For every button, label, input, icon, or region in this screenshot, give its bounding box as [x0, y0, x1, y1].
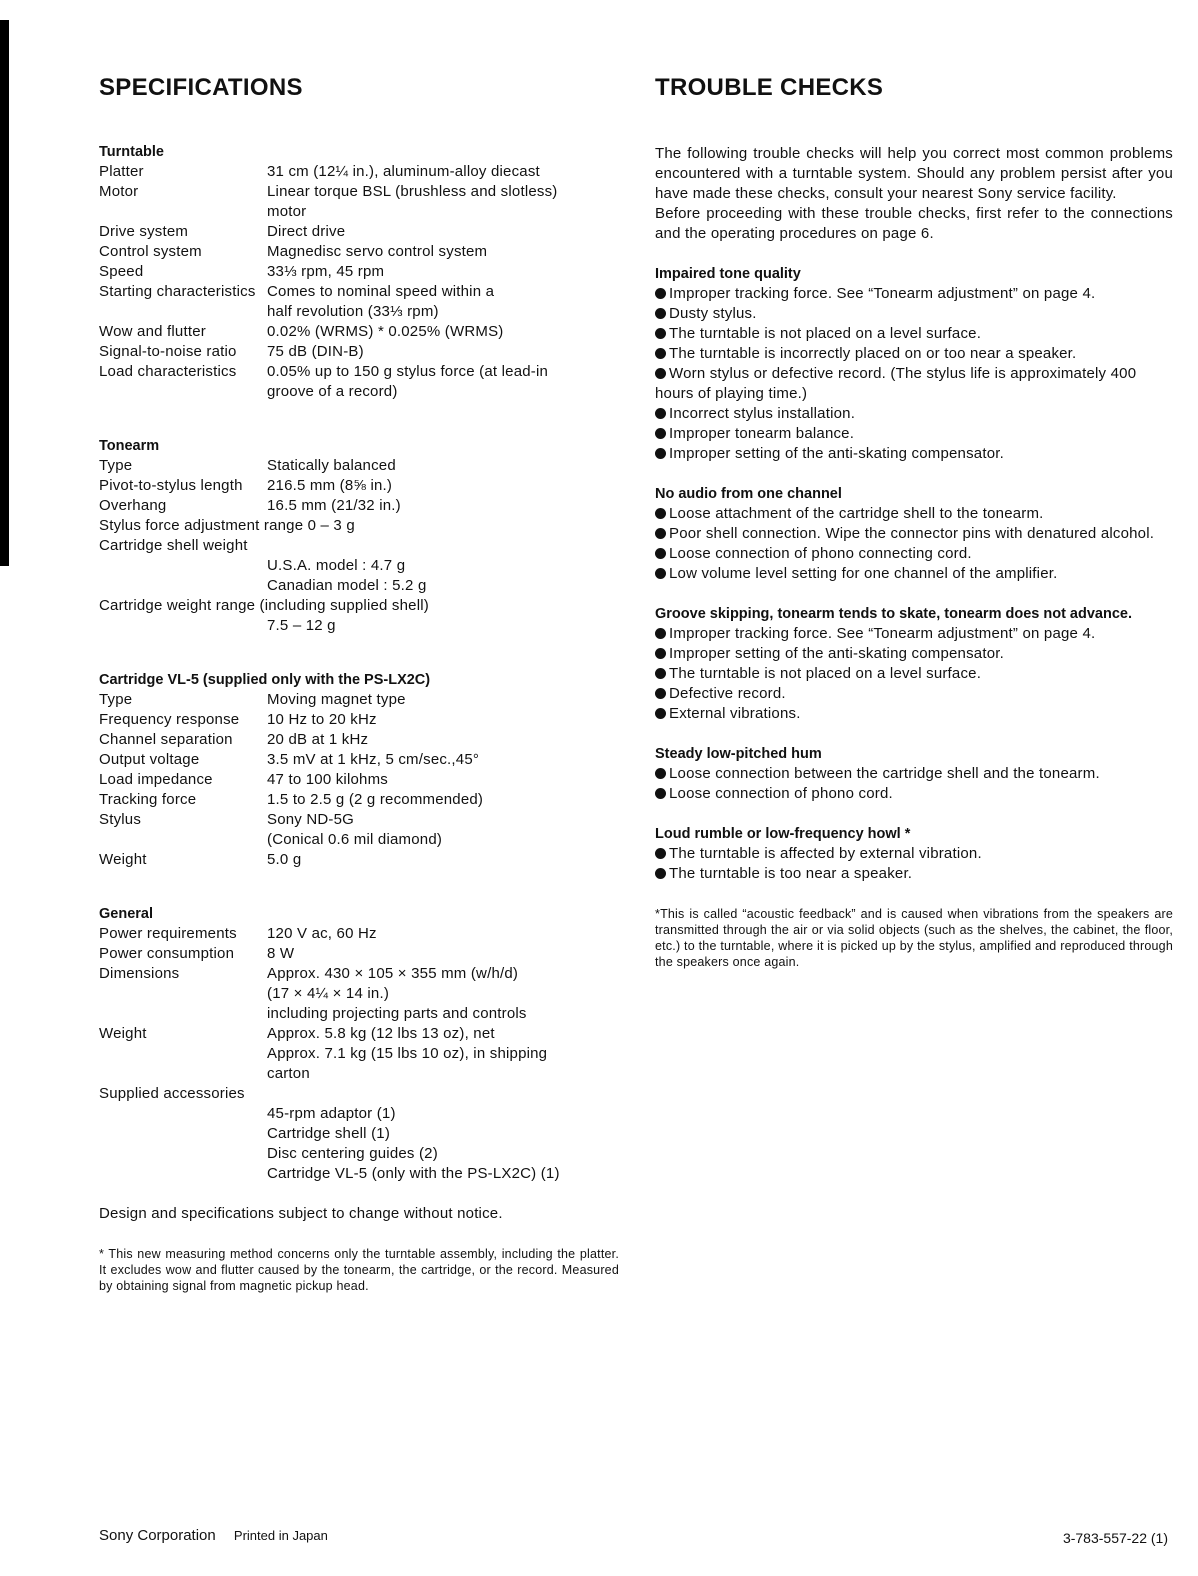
spec-label: Speed [99, 263, 144, 280]
spec-label: Frequency response [99, 711, 240, 728]
specifications-heading: SPECIFICATIONS [99, 74, 303, 101]
trouble-item [655, 644, 1173, 664]
trouble-item-text: Loose connection between the cartridge shell and the tonearm. [669, 765, 1100, 782]
general-rows [99, 924, 619, 1084]
trouble-item-text: Dusty stylus. [669, 305, 757, 322]
spec-row [99, 944, 619, 964]
spec-value [267, 690, 619, 710]
bullet-icon [655, 788, 666, 799]
spec-row [99, 964, 619, 1024]
accessory-item: Cartridge VL-5 (only with the PS-LX2C) (1) [267, 1165, 560, 1182]
trouble-item-text: Incorrect stylus installation. [669, 405, 856, 422]
spec-value-line: Approx. 430 × 105 × 355 mm (w/h/d) [267, 965, 519, 982]
spec-value-line: 5.0 g [267, 851, 302, 868]
spec-value [267, 770, 619, 790]
bullet-icon [655, 768, 666, 779]
spec-row [99, 242, 619, 262]
spec-value-line: half revolution (33⅓ rpm) [267, 303, 439, 320]
trouble-item-text: The turntable is too near a speaker. [669, 865, 913, 882]
spec-label: Stylus [99, 811, 142, 828]
spec-value [267, 1024, 619, 1084]
trouble-section [655, 824, 1173, 884]
spec-value-line: 10 Hz to 20 kHz [267, 711, 377, 728]
trouble-section-title: Steady low-pitched hum [655, 746, 822, 762]
spec-value-line: 20 dB at 1 kHz [267, 731, 369, 748]
shell-weight-label: Cartridge shell weight [99, 537, 248, 554]
spec-value-line: groove of a record) [267, 383, 398, 400]
spec-value-line: 3.5 mV at 1 kHz, 5 cm/sec.,45° [267, 751, 480, 768]
spec-value-line: 31 cm (12¼ in.), aluminum-alloy diecast [267, 163, 540, 180]
trouble-item [655, 784, 1173, 804]
accessory-item: 45-rpm adaptor (1) [267, 1105, 396, 1122]
trouble-item-text: Loose connection of phono cord. [669, 785, 893, 802]
trouble-item [655, 344, 1173, 364]
trouble-item-text: Improper tracking force. See “Tonearm adjustment” on page 4. [669, 625, 1096, 642]
spec-value [267, 710, 619, 730]
trouble-checks-column [655, 70, 1173, 970]
spec-value [267, 750, 619, 770]
trouble-item-text: Loose attachment of the cartridge shell to the tonearm. [669, 505, 1044, 522]
spec-value [267, 924, 619, 944]
spec-value-line: Linear torque BSL (brushless and slotless) [267, 183, 558, 200]
spec-value: 16.5 mm (21/32 in.) [267, 497, 401, 514]
bullet-icon [655, 708, 666, 719]
cartridge-section [99, 670, 619, 870]
trouble-item [655, 504, 1173, 524]
trouble-item [655, 324, 1173, 344]
spec-value-line: 1.5 to 2.5 g (2 g recommended) [267, 791, 484, 808]
accessory-item: Cartridge shell (1) [267, 1125, 391, 1142]
tonearm-section [99, 436, 619, 636]
spec-value [267, 944, 619, 964]
trouble-section [655, 744, 1173, 804]
cartridge-weight-value: 7.5 – 12 g [267, 617, 336, 634]
bullet-icon [655, 868, 666, 879]
spec-value: 216.5 mm (8⅝ in.) [267, 477, 393, 494]
printed-in: Printed in Japan [233, 1528, 328, 1543]
spec-row [99, 1024, 619, 1084]
bullet-icon [655, 848, 666, 859]
trouble-section [655, 264, 1173, 464]
accessories-label: Supplied accessories [99, 1085, 245, 1102]
bullet-icon [655, 408, 666, 419]
trouble-item-text: The turntable is affected by external vibration. [669, 845, 982, 862]
trouble-item [655, 304, 1173, 324]
spec-row [99, 690, 619, 710]
trouble-item [655, 444, 1173, 464]
spec-value [267, 730, 619, 750]
spec-value-line: motor [267, 203, 307, 220]
intro-paragraph: Before proceeding with these trouble checks, first refer to the connections and the operating procedures on page 6. [655, 205, 1173, 242]
spec-value-line: 0.02% (WRMS) * 0.025% (WRMS) [267, 323, 504, 340]
trouble-checks-heading: TROUBLE CHECKS [655, 74, 884, 101]
cartridge-rows [99, 690, 619, 870]
spec-value-line: Direct drive [267, 223, 346, 240]
spec-row [99, 790, 619, 810]
bullet-icon [655, 528, 666, 539]
trouble-section [655, 484, 1173, 584]
intro-paragraph: The following trouble checks will help you correct most common problems encountered with a turntable system. Should any problem persist after you have made these checks, consult your nearest Sony service facility. [655, 145, 1173, 202]
spec-label: Type [99, 457, 133, 474]
spec-row [99, 810, 619, 850]
spec-row [99, 362, 619, 402]
spec-value-line: 75 dB (DIN-B) [267, 343, 364, 360]
spec-row [99, 262, 619, 282]
trouble-item-text: The turntable is not placed on a level surface. [669, 325, 982, 342]
trouble-item-text: The turntable is not placed on a level surface. [669, 665, 982, 682]
spec-row [99, 770, 619, 790]
spec-label: Weight [99, 851, 147, 868]
bullet-icon [655, 628, 666, 639]
spec-value-line: carton [267, 1065, 310, 1082]
trouble-item [655, 364, 1173, 404]
spec-label: Output voltage [99, 751, 200, 768]
bullet-icon [655, 548, 666, 559]
stylus-force-range: Stylus force adjustment range 0 – 3 g [99, 517, 355, 534]
spec-label: Wow and flutter [99, 323, 206, 340]
general-title: General [99, 906, 153, 922]
spec-row [99, 710, 619, 730]
spec-label: Overhang [99, 497, 167, 514]
spec-value [267, 362, 619, 402]
spec-label: Signal-to-noise ratio [99, 343, 237, 360]
trouble-item [655, 284, 1173, 304]
spec-label: Platter [99, 163, 144, 180]
trouble-item [655, 424, 1173, 444]
bullet-icon [655, 508, 666, 519]
spec-row [99, 222, 619, 242]
trouble-section [655, 604, 1173, 724]
trouble-item [655, 684, 1173, 704]
change-notice: Design and specifications subject to change without notice. [99, 1205, 503, 1222]
company-name: Sony Corporation [99, 1527, 216, 1544]
accessory-list [99, 1104, 619, 1184]
spec-value-line: 47 to 100 kilohms [267, 771, 388, 788]
trouble-item-text: Worn stylus or defective record. (The stylus life is approximately 400 hours of playing time.) [655, 365, 1137, 402]
trouble-section-title: Impaired tone quality [655, 266, 801, 282]
spec-value-line: 0.05% up to 150 g stylus force (at lead-in [267, 363, 549, 380]
trouble-item-text: Improper tonearm balance. [669, 425, 855, 442]
edge-marker-bar [0, 20, 9, 566]
spec-label: Weight [99, 1025, 147, 1042]
spec-value-line: Moving magnet type [267, 691, 406, 708]
spec-value [267, 182, 619, 222]
general-section [99, 904, 619, 1184]
spec-label: Load characteristics [99, 363, 237, 380]
turntable-section [99, 142, 619, 402]
spec-footnote: * This new measuring method concerns only the turntable assembly, including the platter. It excludes wow and flutter caused by the tonearm, the cartridge, or the record. Measured by obtaining signal from magnetic pickup head. [99, 1247, 619, 1293]
spec-label: Power consumption [99, 945, 235, 962]
spec-value-line: including projecting parts and controls [267, 1005, 527, 1022]
spec-label: Pivot-to-stylus length [99, 477, 243, 494]
spec-label: Power requirements [99, 925, 237, 942]
spec-value-line: (Conical 0.6 mil diamond) [267, 831, 443, 848]
trouble-item-text: Defective record. [669, 685, 786, 702]
spec-value-line: 120 V ac, 60 Hz [267, 925, 377, 942]
spec-label: Starting characteristics [99, 283, 256, 300]
spec-value [267, 282, 619, 322]
spec-value-line: Magnedisc servo control system [267, 243, 488, 260]
footer-company [99, 1527, 328, 1544]
spec-value-line: (17 × 4¼ × 14 in.) [267, 985, 390, 1002]
spec-value-line: Sony ND-5G [267, 811, 355, 828]
trouble-item-text: External vibrations. [669, 705, 801, 722]
spec-row [99, 850, 619, 870]
spec-value-line: 33⅓ rpm, 45 rpm [267, 263, 385, 280]
bullet-icon [655, 328, 666, 339]
spec-label: Type [99, 691, 133, 708]
spec-label: Channel separation [99, 731, 233, 748]
spec-row [99, 182, 619, 222]
spec-row [99, 476, 619, 496]
spec-row [99, 456, 619, 476]
spec-label: Control system [99, 243, 202, 260]
trouble-item [655, 704, 1173, 724]
spec-value-line: Approx. 5.8 kg (12 lbs 13 oz), net [267, 1025, 495, 1042]
part-number: 3-783-557-22 (1) [1062, 1530, 1168, 1546]
trouble-item [655, 544, 1173, 564]
trouble-item-text: The turntable is incorrectly placed on or too near a speaker. [669, 345, 1077, 362]
trouble-item-text: Low volume level setting for one channel of the amplifier. [669, 565, 1058, 582]
cartridge-weight-label: Cartridge weight range (including supplied shell) [99, 597, 429, 614]
trouble-footnote: *This is called “acoustic feedback” and is caused when vibrations from the speakers are transmitted through the air or via solid objects (such as the shelves, the cabinet, the floor, etc.) to the turntable, where it is picked up by the stylus, amplified and reproduced through the speakers once again. [655, 907, 1173, 969]
accessory-item: Disc centering guides (2) [267, 1145, 438, 1162]
spec-value [267, 242, 619, 262]
spec-label: Dimensions [99, 965, 180, 982]
specifications-column [99, 70, 619, 1294]
spec-label: Motor [99, 183, 139, 200]
trouble-item-text: Poor shell connection. Wipe the connector pins with denatured alcohol. [669, 525, 1155, 542]
trouble-section-title: Loud rumble or low-frequency howl * [655, 826, 911, 842]
spec-value [267, 342, 619, 362]
spec-row [99, 322, 619, 342]
trouble-item [655, 764, 1173, 784]
trouble-item-text: Loose connection of phono connecting cord. [669, 545, 972, 562]
bullet-icon [655, 448, 666, 459]
bullet-icon [655, 288, 666, 299]
trouble-item [655, 524, 1173, 544]
trouble-item [655, 664, 1173, 684]
bullet-icon [655, 368, 666, 379]
spec-value-line: 8 W [267, 945, 295, 962]
trouble-item [655, 864, 1173, 884]
spec-row [99, 282, 619, 322]
spec-value: Statically balanced [267, 457, 396, 474]
trouble-item-text: Improper setting of the anti-skating compensator. [669, 645, 1004, 662]
bullet-icon [655, 308, 666, 319]
trouble-item [655, 564, 1173, 584]
spec-value [267, 964, 619, 1024]
trouble-sections [655, 264, 1173, 884]
bullet-icon [655, 568, 666, 579]
shell-weight-canada: Canadian model : 5.2 g [267, 577, 427, 594]
spec-label: Load impedance [99, 771, 213, 788]
bullet-icon [655, 688, 666, 699]
spec-row [99, 730, 619, 750]
trouble-item-text: Improper setting of the anti-skating compensator. [669, 445, 1004, 462]
turntable-rows [99, 162, 619, 402]
spec-label: Drive system [99, 223, 189, 240]
spec-value [267, 810, 619, 850]
trouble-item-text: Improper tracking force. See “Tonearm adjustment” on page 4. [669, 285, 1096, 302]
bullet-icon [655, 348, 666, 359]
bullet-icon [655, 428, 666, 439]
spec-value [267, 790, 619, 810]
spec-value [267, 222, 619, 242]
spec-value [267, 262, 619, 282]
trouble-section-title: No audio from one channel [655, 486, 842, 502]
shell-weight-us: U.S.A. model : 4.7 g [267, 557, 406, 574]
spec-value [267, 162, 619, 182]
cartridge-title: Cartridge VL-5 (supplied only with the PS-LX2C) [99, 672, 431, 688]
turntable-title: Turntable [99, 144, 164, 160]
spec-row [99, 496, 619, 516]
bullet-icon [655, 668, 666, 679]
trouble-intro [655, 144, 1173, 244]
spec-row [99, 342, 619, 362]
spec-row [99, 924, 619, 944]
spec-row [99, 162, 619, 182]
bullet-icon [655, 648, 666, 659]
trouble-section-title: Groove skipping, tonearm tends to skate, tonearm does not advance. [655, 606, 1132, 622]
spec-label: Tracking force [99, 791, 197, 808]
trouble-item [655, 404, 1173, 424]
spec-row [99, 750, 619, 770]
spec-value-line: Approx. 7.1 kg (15 lbs 10 oz), in shipping [267, 1045, 548, 1062]
spec-value-line: Comes to nominal speed within a [267, 283, 495, 300]
trouble-item [655, 844, 1173, 864]
trouble-item [655, 624, 1173, 644]
spec-value [267, 850, 619, 870]
tonearm-title: Tonearm [99, 438, 160, 454]
spec-value [267, 322, 619, 342]
